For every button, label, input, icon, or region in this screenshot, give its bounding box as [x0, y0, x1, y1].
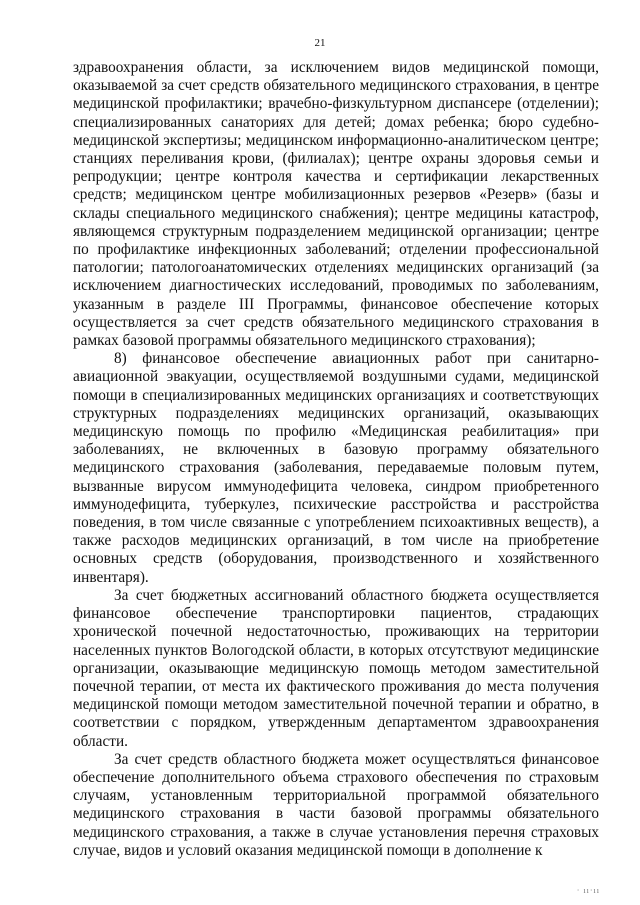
page-number: 21	[314, 37, 326, 49]
paragraph-2: 8) финансовое обеспечение авиационных работ при санитарно-авиационной эвакуации, осуществляемой воздушными судами, медицинской помощи в специализированных медицинских организациях и соответствующих структурных подразделениях медицинских организаций, оказывающих медицинскую помощь по профилю «Медицинская реабилитация» при заболеваниях, не включенных в базовую программу обязательного медицинского страхования (заболевания, передаваемые половым путем, вызванные вирусом иммунодефицита человека, синдром приобретенного иммунодефицита, туберкулез, психические расстройства и расстройства поведения, в том числе связанные с употреблением психоактивных веществ), а также расходов медицинских организаций, в том числе на приобретение основных средств (оборудования, производственного и хозяйственного инвентаря).	[73, 350, 599, 586]
paragraph-3: За счет бюджетных ассигнований областного бюджета осуществляется финансовое обеспечение транспортировки пациентов, страдающих хронической почечной недостаточностью, проживающих на территории населенных пунктов Вологодской области, в которых отсутствуют медицинские организации, оказывающие медицинскую помощь методом заместительной почечной терапии, от места их фактического проживания до места получения медицинской помощи методом заместительной почечной терапии и обратно, в соответствии с порядком, утвержденным департаментом здравоохранения области.	[73, 586, 599, 750]
document-body	[73, 59, 599, 860]
corner-mark: · ıı·ıı	[576, 886, 600, 895]
paragraph-4: За счет средств областного бюджета может осуществляться финансовое обеспечение дополнительного объема страхового обеспечения по страховым случаям, установленным территориальной программой обязательного медицинского страхования в части базовой программы обязательного медицинского страхования, а также в случае установления перечня страховых случае, видов и условий оказания медицинской помощи в дополнение к	[73, 750, 599, 859]
paragraph-1: здравоохранения области, за исключением видов медицинской помощи, оказываемой за счет средств обязательного медицинского страхования, в центре медицинской профилактики; врачебно-физкультурном диспансере (отделении); специализированных санаториях для детей; домах ребенка; бюро судебно-медицинской экспертизы; медицинском информационно-аналитическом центре; станциях переливания крови, (филиалах); центре охраны здоровья семьи и репродукции; центре контроля качества и сертификации лекарственных средств; медицинском центре мобилизационных резервов «Резерв» (базы и склады специального медицинского снабжения); центре медицины катастроф, являющемся структурным подразделением медицинской организации; центре по профилактике инфекционных заболеваний; отделении профессиональной патологии; патологоанатомических отделениях медицинских организаций (за исключением диагностических исследований, проводимых по заболеваниям, указанным в разделе III Программы, финансовое обеспечение которых осуществляется за счет средств обязательного медицинского страхования в рамках базовой программы обязательного медицинского страхования);	[73, 59, 599, 350]
